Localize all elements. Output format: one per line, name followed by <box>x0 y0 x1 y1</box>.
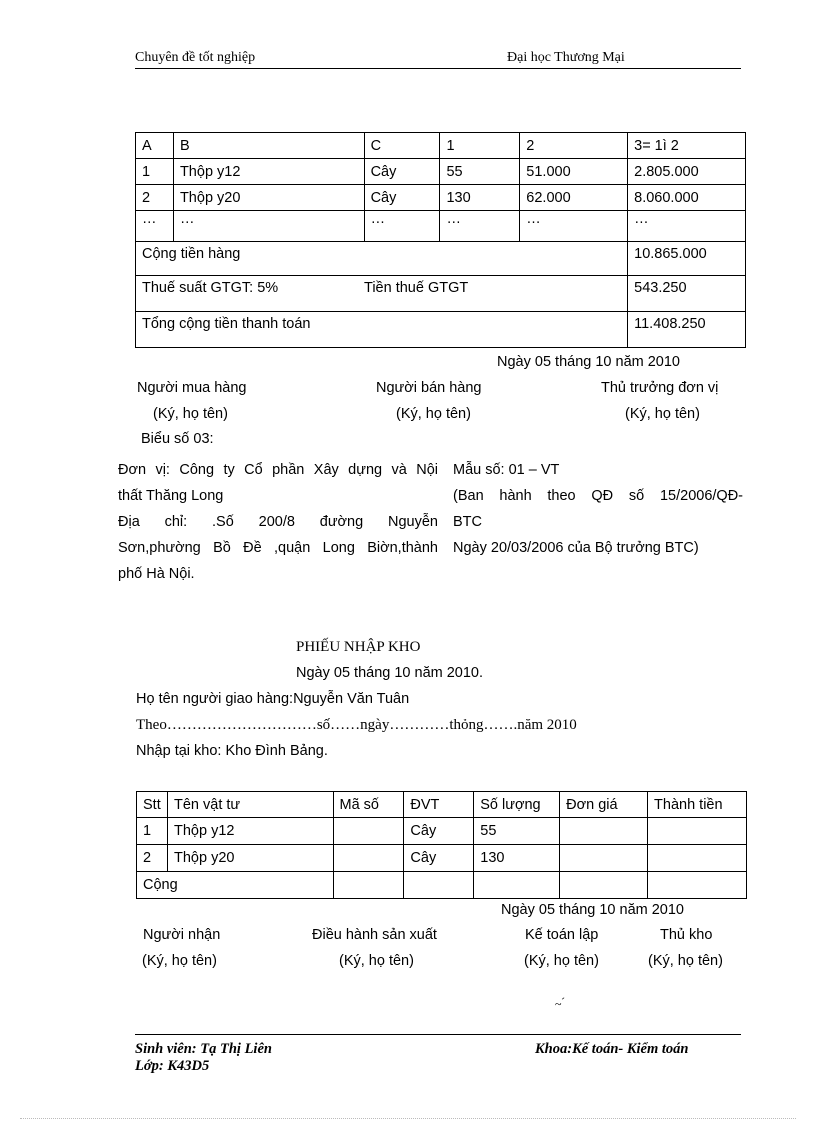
receipt-total-label: Cộng <box>137 872 334 899</box>
invoice-table <box>135 132 746 348</box>
table-cell: 130 <box>474 845 560 872</box>
receipt-deliverer: Họ tên người giao hàng:Nguyễn Văn Tuân <box>136 691 410 707</box>
table-cell: 2 <box>136 185 174 211</box>
table-header: Stt <box>137 792 168 818</box>
table-cell: 62.000 <box>520 185 628 211</box>
signer-title: Người mua hàng <box>137 380 247 396</box>
signer-note: (Ký, họ tên) <box>648 953 723 969</box>
footer-divider <box>135 1034 741 1035</box>
header-right: Đại học Thương Mại <box>507 50 625 65</box>
table-row <box>137 845 747 872</box>
table-cell <box>648 872 747 899</box>
table-cell <box>333 872 404 899</box>
signer-title: Thủ trưởng đơn vị <box>601 380 719 396</box>
goods-total-label: Cộng tiền hàng <box>136 242 628 276</box>
table-row <box>137 872 747 899</box>
signer-note: (Ký, họ tên) <box>625 406 700 422</box>
table-cell: B <box>173 133 364 159</box>
signer-title: Người nhận <box>143 927 221 943</box>
footer-faculty: Khoa:Kế toán- Kiểm toán <box>535 1041 689 1057</box>
template-line: Ngày 20/03/2006 của Bộ trưởng BTC) <box>453 540 699 556</box>
signer-note: (Ký, họ tên) <box>339 953 414 969</box>
template-line: BTC <box>453 514 482 530</box>
table-cell: A <box>136 133 174 159</box>
header-divider <box>135 68 741 69</box>
table-cell: Cây <box>364 185 440 211</box>
header-left: Chuyên đề tốt nghiệp <box>135 50 256 65</box>
table-row <box>136 211 746 242</box>
table-cell: … <box>136 211 174 242</box>
receipt-warehouse: Nhập tại kho: Kho Đình Bảng. <box>136 743 328 759</box>
table-cell: Thộp y12 <box>167 818 333 845</box>
table-row <box>137 792 747 818</box>
table-cell <box>648 818 747 845</box>
table-cell: 2 <box>137 845 168 872</box>
table-row <box>136 159 746 185</box>
signer-note: (Ký, họ tên) <box>396 406 471 422</box>
table-cell: 2 <box>520 133 628 159</box>
grand-total-value: 11.408.250 <box>628 312 746 348</box>
footer-class: Lớp: K43D5 <box>135 1058 210 1074</box>
table-header: Mã số <box>333 792 404 818</box>
table-row <box>136 242 746 276</box>
table-cell: Thộp y20 <box>173 185 364 211</box>
signer-title: Thủ kho <box>660 927 713 943</box>
table-cell: … <box>520 211 628 242</box>
table-cell: Cây <box>364 159 440 185</box>
receipt-title: PHIẾU NHẬP KHO <box>296 639 421 655</box>
table-header: Thành tiền <box>648 792 747 818</box>
vat-row <box>136 276 628 312</box>
table-header: Tên vật tư <box>167 792 333 818</box>
signer-note: (Ký, họ tên) <box>142 953 217 969</box>
table-cell: Cây <box>404 845 474 872</box>
table-header: Đơn giá <box>560 792 648 818</box>
vat-rate-label: Thuế suất GTGT: 5% <box>142 280 279 296</box>
table-cell: … <box>440 211 520 242</box>
table-cell: … <box>628 211 746 242</box>
table-cell: 130 <box>440 185 520 211</box>
table-cell <box>333 818 404 845</box>
table-cell: Cây <box>404 818 474 845</box>
table-header: ĐVT <box>404 792 474 818</box>
table-cell <box>333 845 404 872</box>
grand-total-label: Tổng cộng tiền thanh toán <box>136 312 628 348</box>
table-cell: 55 <box>440 159 520 185</box>
table-cell: 51.000 <box>520 159 628 185</box>
template-line: (Ban hành theo QĐ số 15/2006/QĐ- <box>453 488 743 504</box>
table-cell: 8.060.000 <box>628 185 746 211</box>
table-row <box>136 312 746 348</box>
unit-line: phố Hà Nội. <box>118 566 195 582</box>
unit-line: Địa chỉ: .Số 200/8 đường Nguyễn <box>118 514 438 530</box>
signer-title: Điều hành sản xuất <box>312 927 437 943</box>
table-cell <box>560 818 648 845</box>
table-cell <box>648 845 747 872</box>
signer-note: (Ký, họ tên) <box>153 406 228 422</box>
table-row <box>136 276 746 312</box>
table-cell <box>560 872 648 899</box>
table-cell: Thộp y20 <box>167 845 333 872</box>
table-cell: … <box>173 211 364 242</box>
invoice-date: Ngày 05 tháng 10 năm 2010 <box>497 354 680 370</box>
table-cell <box>560 845 648 872</box>
table-cell: C <box>364 133 440 159</box>
table-cell: 1 <box>136 159 174 185</box>
table-cell: Thộp y12 <box>173 159 364 185</box>
table-cell <box>474 872 560 899</box>
unit-line: Đơn vị: Công ty Cổ phần Xây dựng và Nội <box>118 462 438 478</box>
table-header: Số lượng <box>474 792 560 818</box>
table-cell: 3= 1ì 2 <box>628 133 746 159</box>
table-cell: 1 <box>440 133 520 159</box>
goods-total-value: 10.865.000 <box>628 242 746 276</box>
stray-mark: ~ ́ <box>555 997 565 1011</box>
unit-block <box>118 457 438 587</box>
template-line: Mẫu số: 01 – VT <box>453 462 560 478</box>
page-bottom-dotted-line <box>20 1118 796 1119</box>
receipt-date: Ngày 05 tháng 10 năm 2010. <box>296 665 484 681</box>
receipt-reference: Theo…………………………số……ngày…………thỏng…….năm 2010 <box>136 717 577 733</box>
vat-value: 543.250 <box>628 276 746 312</box>
table-cell: 55 <box>474 818 560 845</box>
table-row <box>136 133 746 159</box>
form-label: Biểu số 03: <box>141 431 214 447</box>
receipt-table <box>136 791 747 899</box>
table-row <box>136 185 746 211</box>
table-cell: … <box>364 211 440 242</box>
vat-amount-label: Tiền thuế GTGT <box>364 280 469 296</box>
signer-title: Người bán hàng <box>376 380 482 396</box>
table-cell <box>404 872 474 899</box>
signer-note: (Ký, họ tên) <box>524 953 599 969</box>
table-row <box>137 818 747 845</box>
unit-line: thất Thăng Long <box>118 488 224 504</box>
footer-student: Sinh viên: Tạ Thị Liên <box>135 1041 272 1057</box>
unit-line: Sơn,phường Bồ Đề ,quận Long Biờn,thành <box>118 540 438 556</box>
receipt-sign-date: Ngày 05 tháng 10 năm 2010 <box>501 902 684 918</box>
table-cell: 1 <box>137 818 168 845</box>
signer-title: Kế toán lập <box>525 927 599 943</box>
template-block <box>453 457 743 561</box>
table-cell: 2.805.000 <box>628 159 746 185</box>
